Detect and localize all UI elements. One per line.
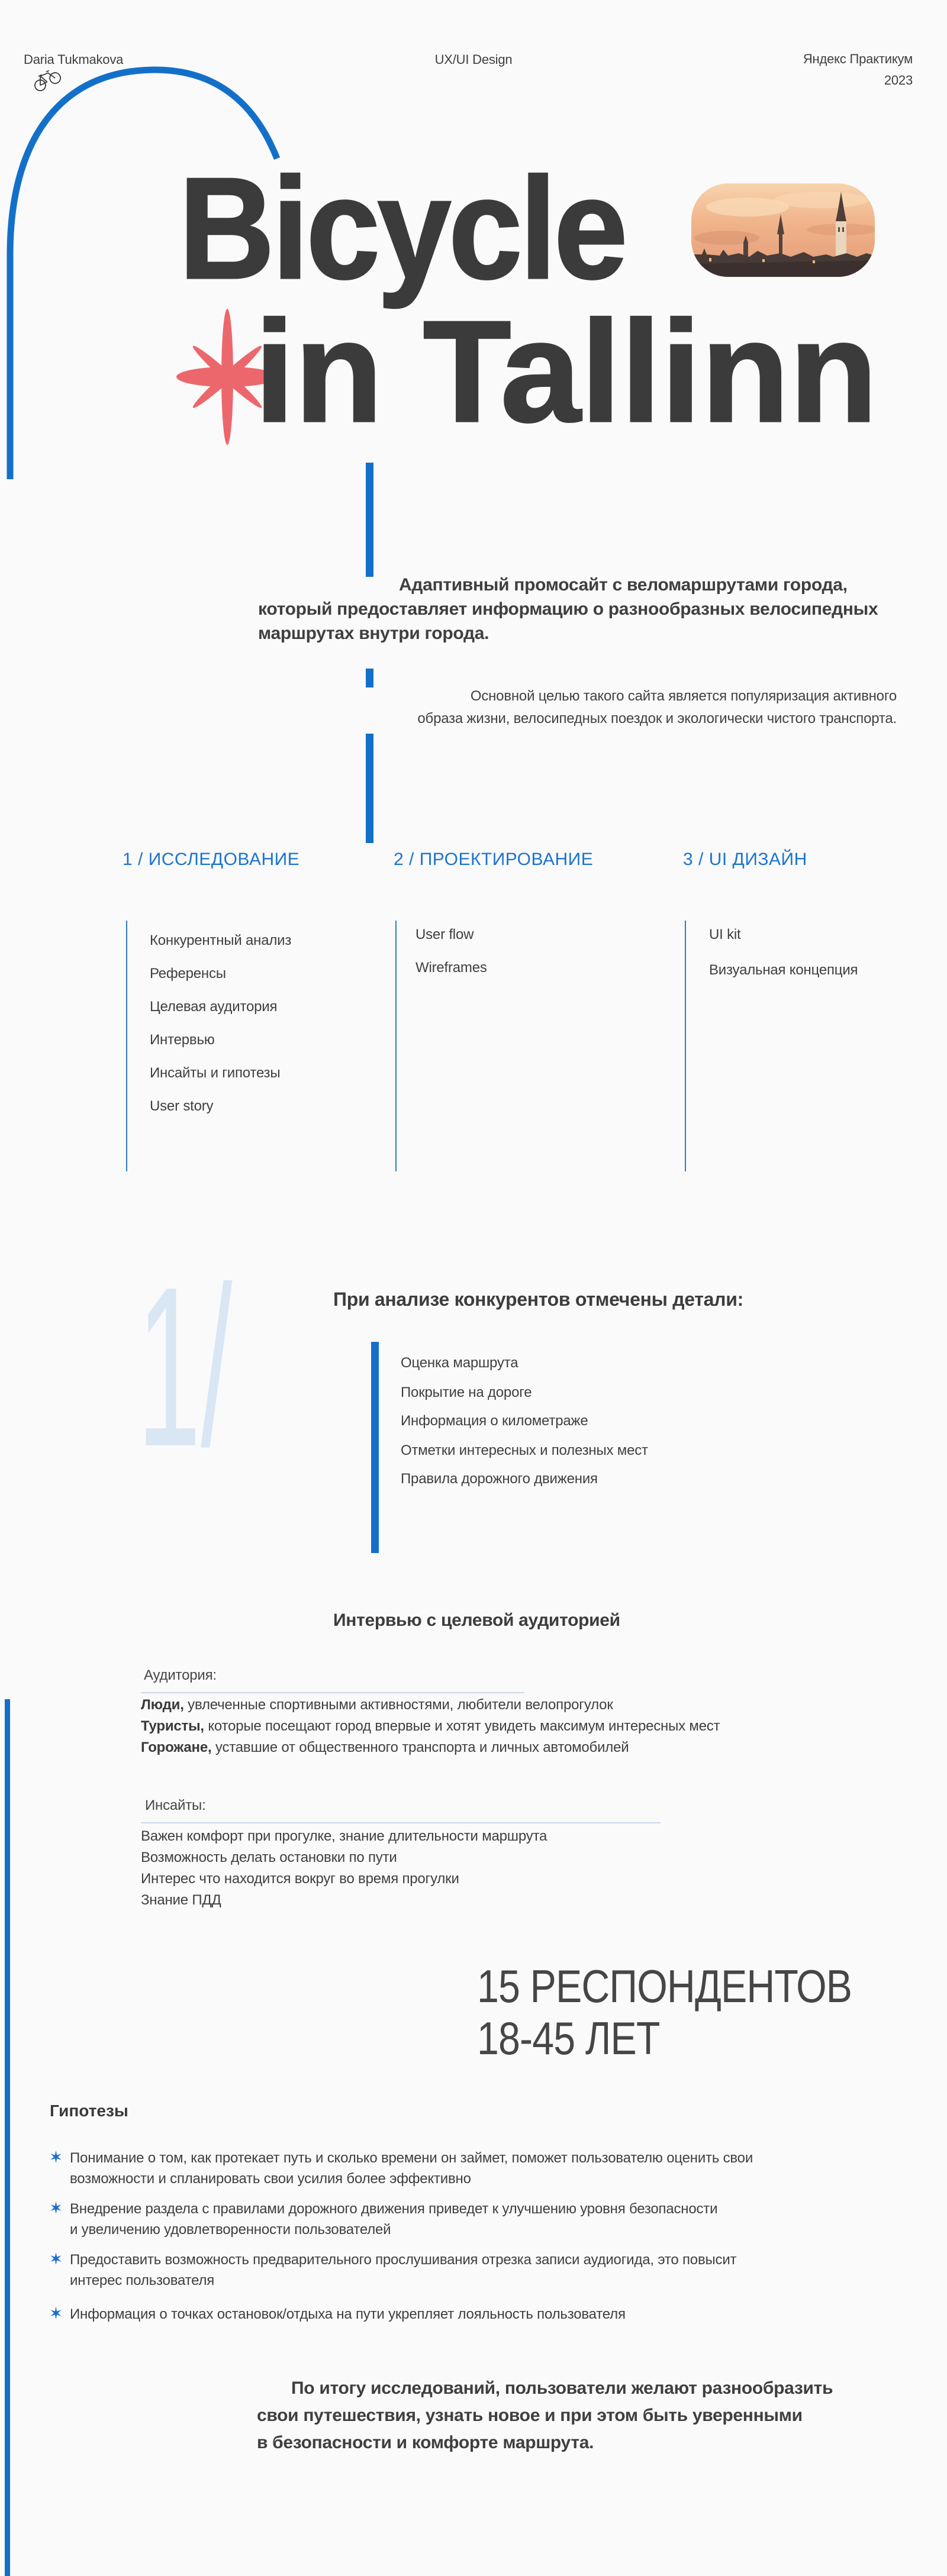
- blue-divider-segment: [366, 463, 373, 577]
- analysis-item: Покрытие на дороге: [401, 1384, 532, 1400]
- author-name: Daria Tukmakova: [24, 52, 124, 67]
- intro-goal-line: образа жизни, велосипедных поездок и экологически чистого транспорта.: [417, 711, 897, 727]
- stage-column-rule: [126, 921, 127, 1171]
- star-bullet-icon: [50, 2151, 62, 2163]
- analysis-item: Отметки интересных и полезных мест: [401, 1442, 648, 1458]
- insight-item: Знание ПДД: [141, 1892, 221, 1908]
- page-title-line2: in Tallinn: [255, 290, 878, 452]
- tallinn-photo: [691, 183, 875, 277]
- audience-underline: [141, 1692, 524, 1693]
- hypothesis-line: Предоставить возможность предварительного прослушивания отрезка записи аудиогида, это повысит: [70, 2252, 737, 2268]
- left-edge-line: [5, 1699, 10, 2576]
- analysis-item: Правила дорожного движения: [401, 1471, 598, 1487]
- interview-heading: Интервью с целевой аудиторией: [333, 1610, 620, 1630]
- conclusion-paragraph: [257, 2375, 833, 2456]
- hypotheses-heading: Гипотезы: [50, 2102, 128, 2120]
- audience-item-lead: Люди,: [141, 1697, 184, 1713]
- year-label: 2023: [884, 73, 913, 88]
- stage-header-ui: 3 / UI ДИЗАЙН: [683, 850, 807, 869]
- stage-item: Целевая аудитория: [150, 999, 278, 1015]
- audience-item-rest: увлеченные спортивными активностями, любители велопрогулок: [183, 1697, 613, 1713]
- stage-column-rule: [685, 921, 686, 1171]
- stage-item: Референсы: [150, 966, 226, 982]
- hypothesis-item: [70, 2304, 626, 2325]
- stage-column-rule: [395, 921, 397, 1171]
- program-name: Яндекс Практикум: [803, 51, 913, 66]
- stage-item: Инсайты и гипотезы: [150, 1065, 281, 1081]
- intro-goal-paragraph: [362, 685, 897, 730]
- discipline-label: UX/UI Design: [434, 52, 513, 67]
- analysis-item: Оценка маршрута: [401, 1355, 518, 1371]
- conclusion-line: По итогу исследований, пользователи желают разнообразить: [291, 2378, 833, 2398]
- insights-underline: [141, 1822, 661, 1823]
- intro-lead-line: маршрутах внутри города.: [258, 624, 489, 643]
- blue-divider-segment: [366, 734, 373, 843]
- bicycle-icon: [31, 67, 62, 93]
- analysis-item: Информация о километраже: [401, 1413, 588, 1429]
- audience-item-lead: Туристы,: [141, 1718, 204, 1734]
- insight-item: Возможность делать остановки по пути: [141, 1849, 397, 1865]
- star-bullet-icon: [50, 2252, 62, 2265]
- stage-header-design: 2 / ПРОЕКТИРОВАНИЕ: [394, 850, 594, 869]
- hypothesis-line: Понимание о том, как протекает путь и сколько времени он займет, поможет пользователю оценить свои: [70, 2150, 753, 2166]
- stage-header-research: 1 / ИССЛЕДОВАНИЕ: [123, 850, 300, 869]
- stage-item: Конкурентный анализ: [150, 932, 292, 948]
- hypothesis-line: Информация о точках остановок/отдыха на пути укрепляет лояльность пользователя: [70, 2306, 626, 2322]
- stage-item: User flow: [415, 927, 474, 942]
- audience-label: Аудитория:: [144, 1667, 217, 1683]
- star-bullet-icon: [50, 2201, 62, 2214]
- conclusion-line: в безопасности и комфорте маршрута.: [257, 2433, 594, 2452]
- insight-item: Важен комфорт при прогулке, знание длительности маршрута: [141, 1828, 547, 1844]
- stage-item: Визуальная концепция: [709, 962, 858, 978]
- tallinn-photo-image: [691, 183, 875, 277]
- stage-item: Интервью: [150, 1032, 215, 1048]
- section-number-watermark: 1/: [137, 1239, 233, 1494]
- audience-item: [141, 1697, 613, 1713]
- page-title-line1: Bicycle: [179, 147, 626, 309]
- audience-item-rest: уставшие от общественного транспорта и личных автомобилей: [211, 1739, 629, 1755]
- hypothesis-line: возможности и спланировать свои усилия более эффективно: [70, 2171, 471, 2187]
- audience-item-rest: которые посещают город впервые и хотят увидеть максимум интересных мест: [204, 1718, 720, 1734]
- intro-lead-line: который предоставляет информацию о разнообразных велосипедных: [258, 599, 878, 619]
- hypothesis-line: интерес пользователя: [70, 2272, 215, 2288]
- stage-item: User story: [150, 1098, 214, 1114]
- conclusion-line: свои путешествия, узнать новое и при этом быть уверенными: [257, 2406, 803, 2425]
- stage-item: UI kit: [709, 927, 741, 942]
- audience-item: [141, 1718, 720, 1735]
- program-block: [803, 49, 913, 91]
- analysis-heading: При анализе конкурентов отмечены детали:: [333, 1289, 743, 1310]
- hypothesis-item: [70, 2199, 717, 2240]
- intro-lead-paragraph: [258, 573, 878, 645]
- intro-goal-line: Основной целью такого сайта является популяризация активного: [470, 688, 897, 704]
- stage-item: Wireframes: [415, 960, 487, 976]
- audience-item-lead: Горожане,: [141, 1739, 212, 1755]
- intro-lead-line: Адаптивный промосайт с веломаршрутами города,: [399, 575, 848, 595]
- audience-item: [141, 1739, 629, 1756]
- hypothesis-line: и увеличению удовлетворенности пользователей: [70, 2222, 391, 2238]
- hypothesis-item: [70, 2249, 736, 2291]
- hypothesis-item: [70, 2148, 753, 2189]
- insight-item: Интерес что находится вокруг во время прогулки: [141, 1871, 459, 1887]
- insights-label: Инсайты:: [145, 1797, 206, 1813]
- star-bullet-icon: [50, 2307, 62, 2319]
- respondents-age: 18-45 ЛЕТ: [477, 2012, 660, 2064]
- hypothesis-line: Внедрение раздела с правилами дорожного движения приведет к улучшению уровня безопасности: [70, 2201, 718, 2217]
- blue-divider-segment: [371, 1342, 379, 1553]
- respondents-count: 15 РЕСПОНДЕНТОВ: [477, 1960, 852, 2012]
